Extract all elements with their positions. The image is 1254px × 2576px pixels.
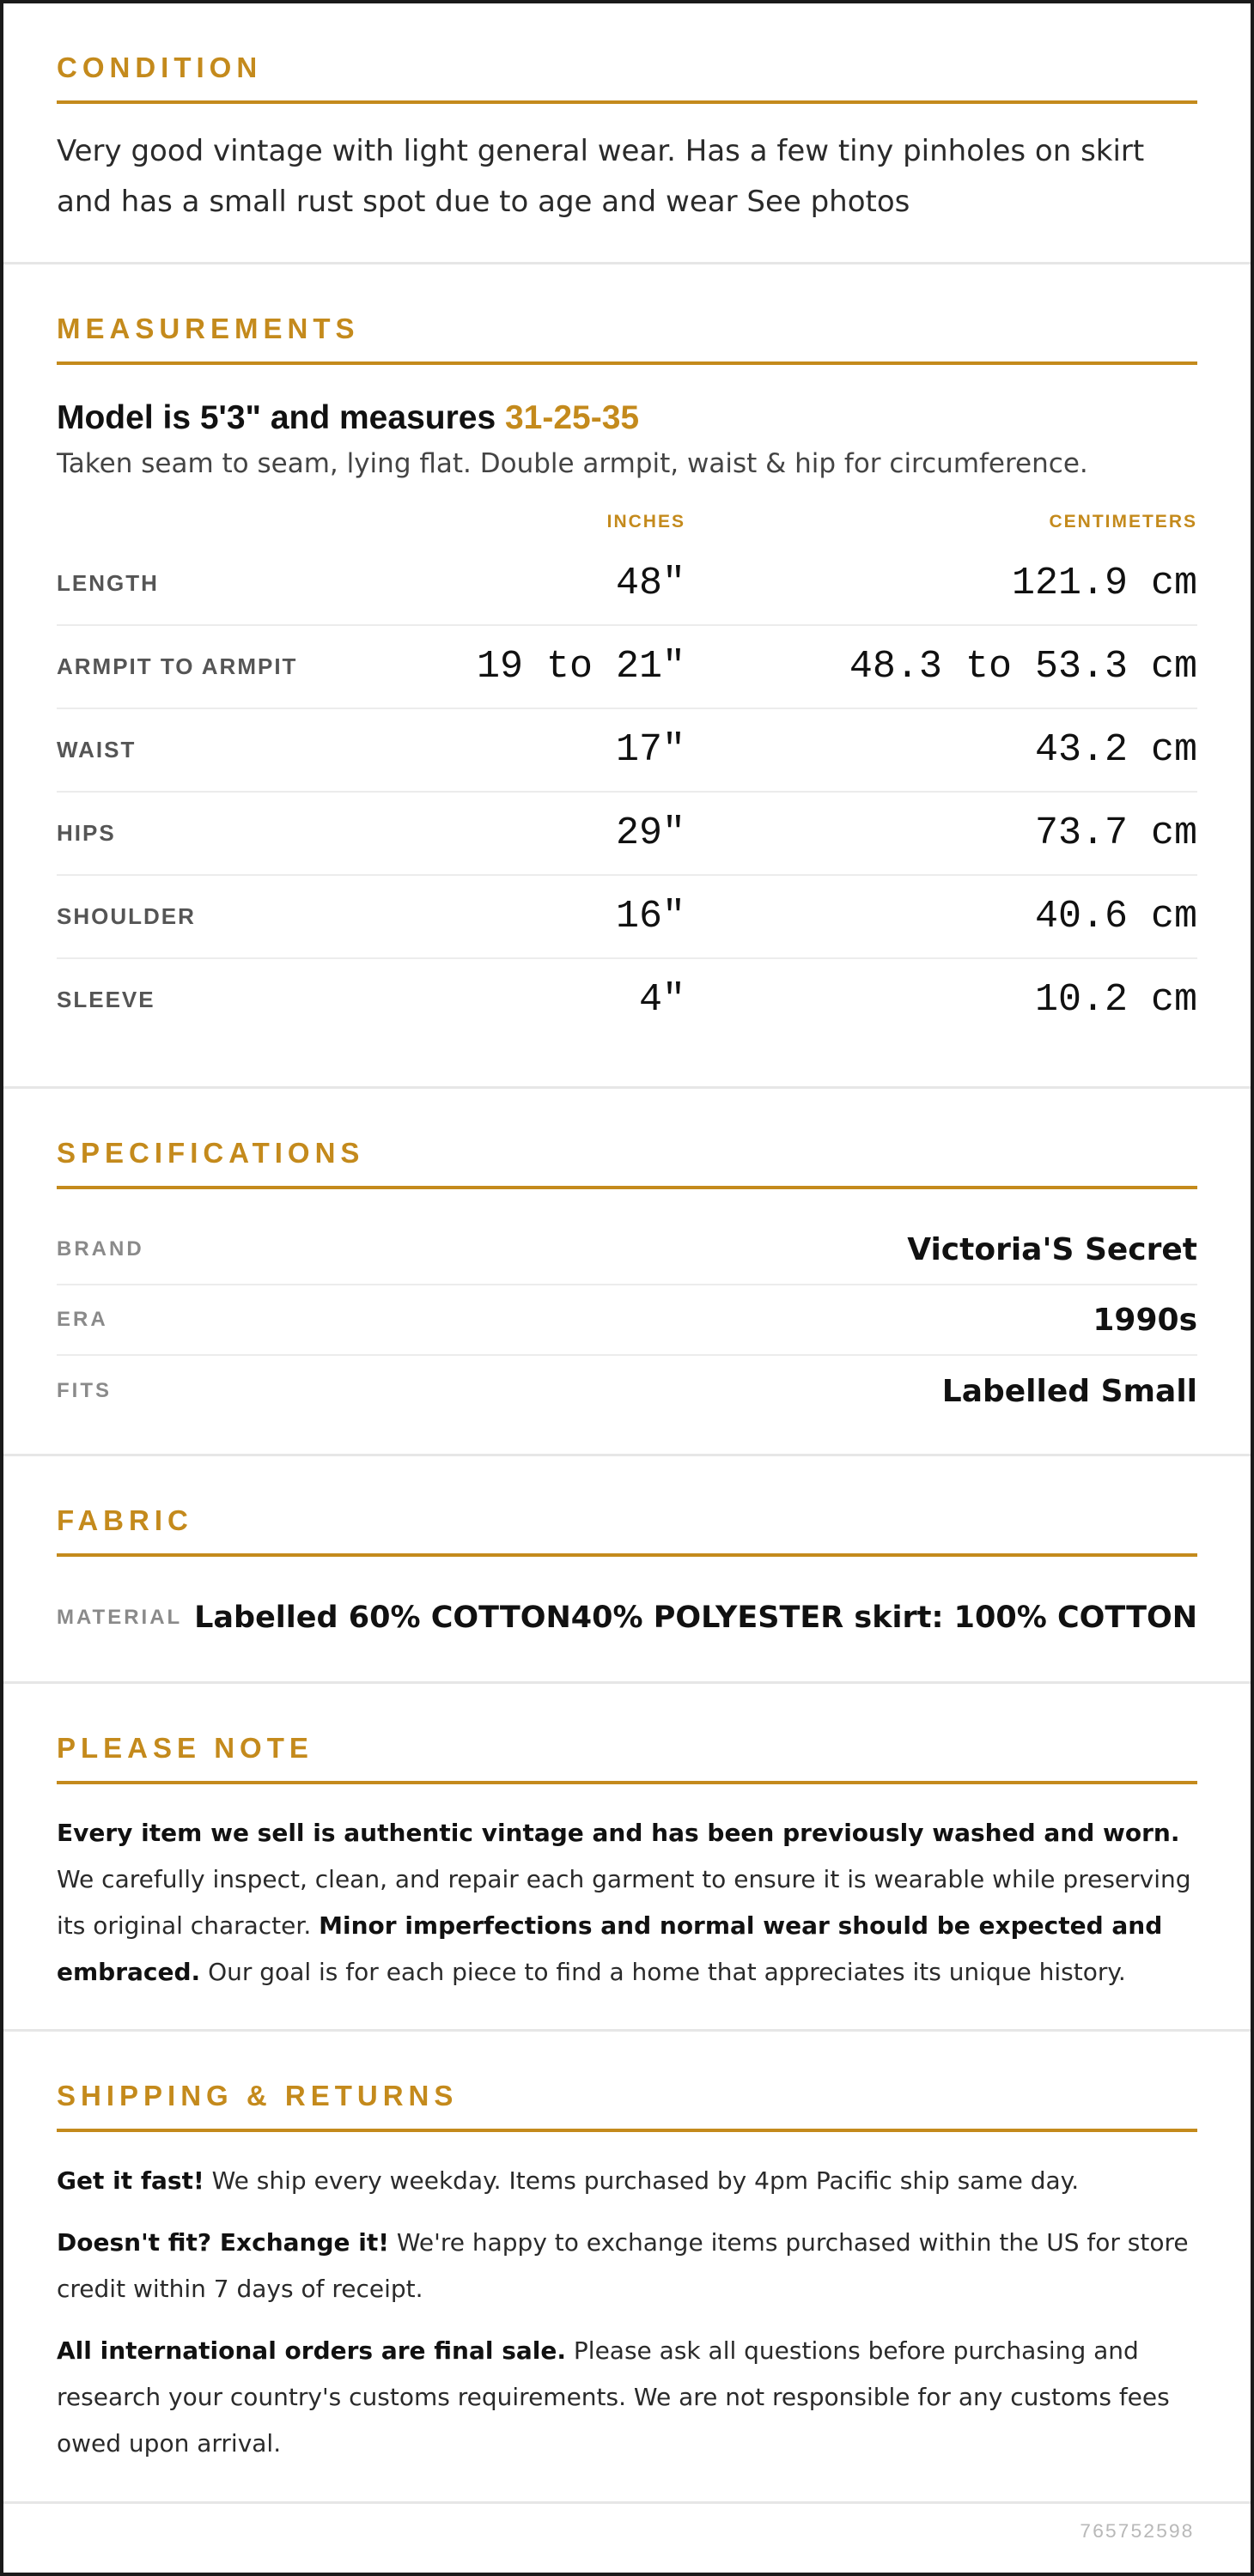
measurement-inches: 48" [615,562,685,605]
model-info [57,401,1197,434]
measurements-heading: MEASUREMENTS [57,313,360,344]
exchange-text: We're happy to exchange items purchased within the US for store credit within 7 days of receipt. [57,2228,1189,2303]
shipping-heading: SHIPPING & RETURNS [57,2080,459,2111]
shipping-paragraphs [57,2158,1197,2467]
measurement-label: ARMPIT TO ARMPIT [57,653,298,679]
international-text: Please ask all questions before purchasing and research your country's customs requirements. We are not responsible for any customs fees owed upon arrival. [57,2336,1170,2458]
measurement-centimeters: 43.2 cm [1034,728,1197,772]
specifications-divider [57,1186,1197,1189]
spec-row-brand [57,1215,1197,1285]
spec-value: Victoria'S Secret [907,1231,1197,1267]
spec-label: BRAND [57,1237,144,1261]
condition-divider [57,100,1197,104]
measurement-centimeters: 73.7 cm [1034,811,1197,855]
shipping-returns-section [3,2032,1251,2504]
please-note-section [3,1684,1251,2032]
shipping-fast-text: We ship every weekday. Items purchased by 4pm Pacific ship same day. [204,2166,1080,2195]
specifications-section [3,1089,1251,1456]
measurement-inches: 4" [638,978,685,1022]
spec-label: FITS [57,1379,112,1402]
measurement-label: LENGTH [57,570,159,596]
measurement-inches: 29" [615,811,685,855]
condition-heading: CONDITION [57,52,263,83]
measurement-centimeters: 10.2 cm [1034,978,1197,1022]
measurement-row-armpit-to-armpit [57,626,1197,709]
spec-row-era [57,1285,1197,1356]
measurement-label: SLEEVE [57,987,155,1012]
measurement-centimeters: 48.3 to 53.3 cm [849,645,1197,689]
measurements-table [57,512,1197,1042]
measurement-label: SHOULDER [57,903,196,929]
measurement-centimeters: 121.9 cm [1011,562,1197,605]
measurement-row-shoulder [57,876,1197,959]
exchange-bold: Doesn't fit? Exchange it! [57,2228,389,2257]
shipping-fast-paragraph [57,2158,1197,2204]
measurement-inches: 19 to 21" [476,645,685,689]
measurements-section [3,264,1251,1089]
spec-label: ERA [57,1308,108,1331]
fabric-value: Labelled 60% COTTON40% POLYESTER skirt: 100% COTTON [194,1601,1197,1635]
model-info-prefix: Model is 5'3" and measures [57,399,505,436]
measurement-row-hips [57,793,1197,876]
measurement-row-length [57,543,1197,626]
measurement-centimeters: 40.6 cm [1034,895,1197,939]
exchange-paragraph [57,2220,1197,2312]
column-header-centimeters: CENTIMETERS [1049,512,1197,532]
measurement-method-note: Taken seam to seam, lying flat. Double armpit, waist & hip for circumference. [57,448,1088,479]
measurements-table-header [57,512,1197,543]
measurement-label: WAIST [57,737,137,762]
please-note-heading: PLEASE NOTE [57,1732,314,1764]
international-paragraph [57,2328,1197,2467]
condition-section [3,3,1251,264]
measurement-inches: 16" [615,895,685,939]
shipping-fast-bold: Get it fast! [57,2166,204,2195]
fabric-heading: FABRIC [57,1504,193,1536]
specifications-list [57,1215,1197,1426]
measurement-row-waist [57,709,1197,793]
fabric-row-material [57,1588,1197,1648]
measurement-inches: 17" [615,728,685,772]
measurement-row-sleeve [57,959,1197,1042]
fabric-section [3,1456,1251,1684]
fabric-label: MATERIAL [57,1606,183,1629]
shipping-divider [57,2129,1197,2132]
spec-value: 1990s [1093,1302,1197,1338]
please-note-bold-2: Minor imperfections and normal wear should be expected and embraced. [57,1911,1163,1986]
measurements-divider [57,361,1197,365]
measurement-label: HIPS [57,820,116,846]
please-note-bold-1: Every item we sell is authentic vintage and has been previously washed and worn. [57,1819,1180,1847]
item-code: 765752598 [1079,2521,1194,2543]
specifications-heading: SPECIFICATIONS [57,1137,365,1169]
please-note-text-2: Our goal is for each piece to find a home that appreciates its unique history. [200,1958,1126,1986]
condition-text: Very good vintage with light general wear. Has a few tiny pinholes on skirt and has a small rust spot due to age and wear See photos [57,134,1145,219]
spec-row-fits [57,1356,1197,1426]
please-note-text [57,1810,1197,1996]
spec-value: Labelled Small [941,1373,1197,1409]
please-note-text-1: We carefully inspect, clean, and repair each garment to ensure it is wearable while preserving its original character. [57,1865,1191,1940]
model-measures: 31-25-35 [504,399,640,436]
international-bold: All international orders are final sale. [57,2336,567,2365]
please-note-divider [57,1781,1197,1784]
column-header-inches: INCHES [606,512,685,532]
fabric-divider [57,1553,1197,1557]
